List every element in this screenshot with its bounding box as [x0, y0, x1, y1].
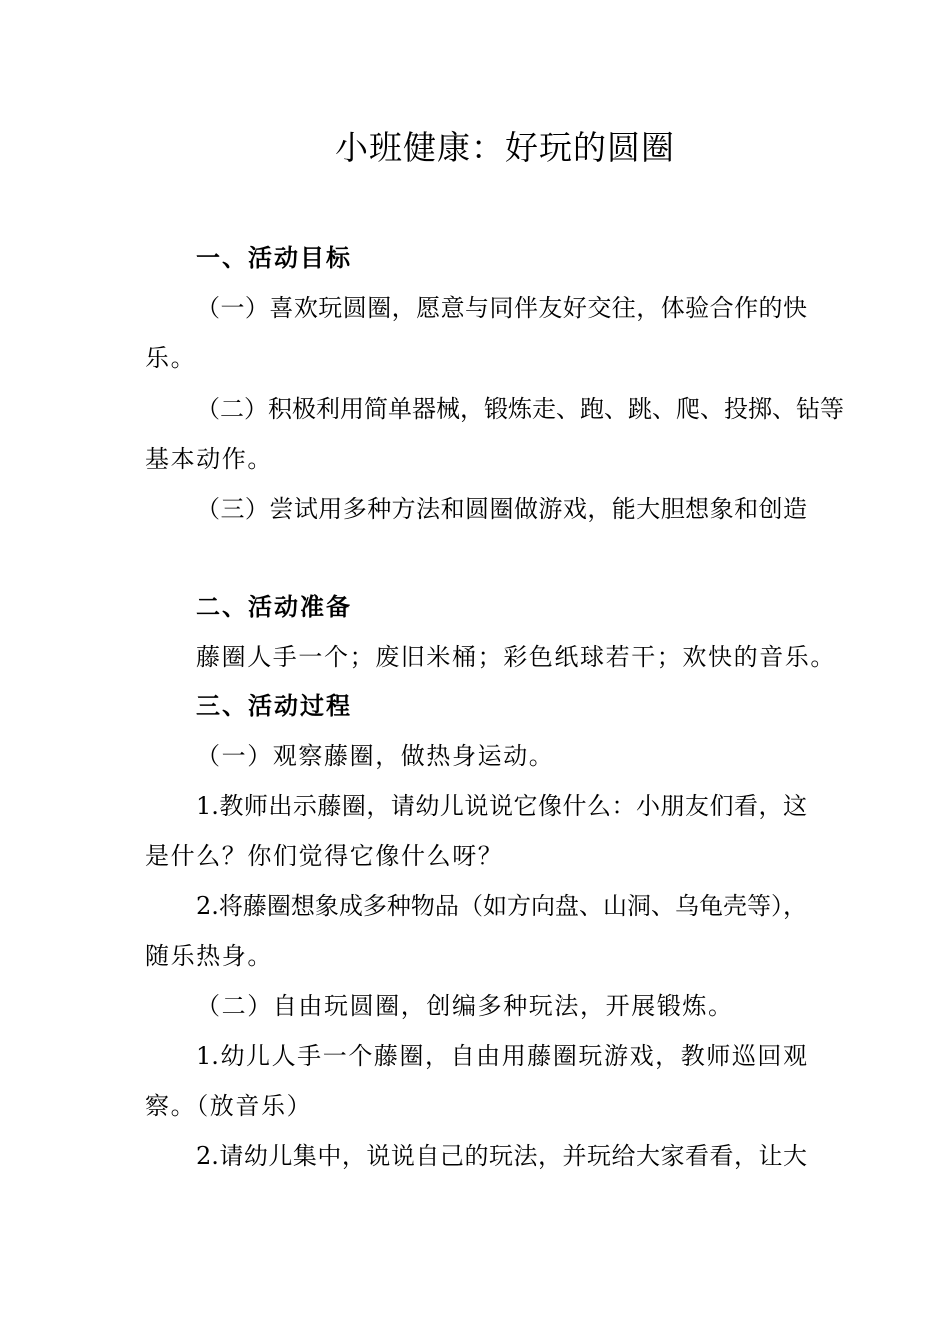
part-2-step-1-line-1: 1.幼儿人手一个藤圈，自由用藤圈玩游戏，教师巡回观	[196, 1042, 807, 1070]
goal-item-1-line-2: 乐。	[145, 344, 197, 372]
part-1-step-1-line-1: 1.教师出示藤圈，请幼儿说说它像什么：小朋友们看，这	[196, 792, 807, 820]
document-title: 小班健康：好玩的圆圈	[335, 128, 675, 167]
part-1-step-1-line-2: 是什么？你们觉得它像什么呀？	[145, 842, 504, 870]
part-1-step-2-line-2: 随乐热身。	[145, 942, 273, 970]
section-heading-process: 三、活动过程	[196, 692, 352, 720]
goal-item-2-line-1: （二）积极利用简单器械，锻炼走、跑、跳、爬、投掷、钻等	[196, 395, 844, 423]
process-part-1: （一）观察藤圈，做热身运动。	[196, 742, 555, 770]
goal-item-2-line-2: 基本动作。	[145, 445, 273, 473]
part-1-step-2-line-1: 2.将藤圈想象成多种物品（如方向盘、山洞、乌龟壳等），	[196, 892, 807, 920]
part-2-step-2-line-1: 2.请幼儿集中，说说自己的玩法，并玩给大家看看，让大	[196, 1142, 807, 1170]
section-heading-prep: 二、活动准备	[196, 593, 352, 621]
process-part-2: （二）自由玩圆圈，创编多种玩法，开展锻炼。	[196, 992, 734, 1020]
goal-item-3-line-1: （三）尝试用多种方法和圆圈做游戏，能大胆想象和创造	[196, 495, 807, 523]
goal-item-1-line-1: （一）喜欢玩圆圈，愿意与同伴友好交往，体验合作的快	[196, 294, 807, 322]
prep-text: 藤圈人手一个；废旧米桶；彩色纸球若干；欢快的音乐。	[196, 643, 836, 671]
section-heading-goals: 一、活动目标	[196, 244, 352, 272]
part-2-step-1-line-2: 察。（放音乐）	[145, 1092, 313, 1120]
